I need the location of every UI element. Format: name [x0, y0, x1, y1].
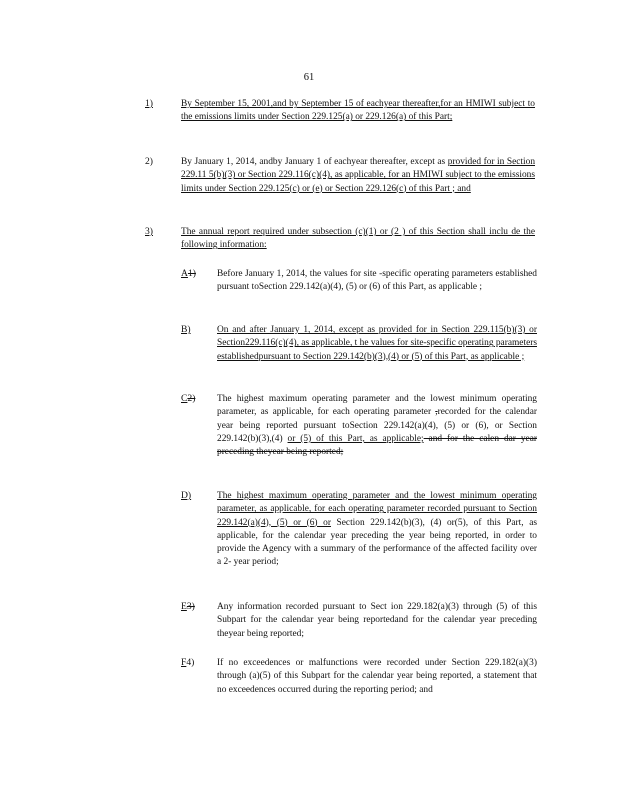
subparagraph-text	[217, 657, 537, 697]
paragraph-text	[181, 156, 535, 196]
subparagraph-text	[217, 268, 537, 295]
label-new: C	[181, 393, 188, 404]
label-old: 3)	[186, 601, 195, 612]
plain-text: Section 229.142(b)(3), (4) or(5), of this Part, as applicable, for the calendar year preceding the year being reported, in order to provide the Agency with a summary of the performance of the affected facility over a 2- year period;	[217, 517, 537, 568]
underlined-text: The annual report required under subsection (c)(1) or (2 ) of this Section shall inclu de the following information:	[181, 227, 535, 251]
subparagraph-label	[181, 601, 195, 612]
label-old: 1)	[187, 268, 196, 279]
struck-text: and for the calen dar year preceding theyear being reported;	[217, 433, 537, 458]
subparagraph-label	[181, 268, 196, 279]
plain-text: Any information recorded pursuant to Sect ion 229.182(a)(3) through (5) of this Subpart for the calendar year being reportedand for the calendar year preceding theyear being reported;	[217, 602, 537, 639]
label-old: 2)	[187, 393, 196, 404]
underlined-text: or (5) of this Part, as applicable;	[287, 433, 424, 444]
subparagraph-text	[217, 393, 537, 459]
label-new: A	[181, 268, 188, 279]
subparagraph-text	[217, 324, 537, 364]
paragraph-text	[181, 98, 535, 125]
underlined-text: provided for in Section 229.11 5(b)(3) or Section 229.116(c)(4), as applicable, for an HMIWI subject to the emissions limits under Section 229.125(c) or (e) or Section 229.126(c) of this Part ; and	[181, 157, 536, 194]
underlined-text: On and after January 1, 2014, except as provided for in Section 229.115(b)(3) or Section229.116(c)(4), as applicable, t he values for site-specific operating parameters establishedpursuant to Section 229.142(b)(3),(4) or (5) of this Part, as applicable ;	[217, 325, 537, 362]
paragraph-label: 3)	[145, 226, 153, 237]
underlined-text: By September 15, 2001,and by September 15 of eachyear thereafter,for an HMIWI subject to the emissions limits under Section 229.125(a) or 229.126(a) of this Part;	[181, 99, 535, 123]
subparagraph-label: D)	[181, 490, 192, 501]
plain-text: By January 1, 2014, andby January 1 of eachyear thereafter, except as	[181, 157, 448, 167]
label-new: F	[181, 657, 187, 668]
struck-text: ,	[435, 407, 438, 418]
label-old: 4)	[186, 657, 195, 668]
subparagraph-label: B)	[181, 324, 191, 335]
subparagraph-label	[181, 657, 194, 668]
plain-text: If no exceedences or malfunctions were recorded under Section 229.182(a)(3) through (a)(5) of this Subpart for the calendar year being reported, a statement that no exceedences occurred during the reporting period; and	[217, 658, 537, 695]
paragraph-label: 1)	[145, 98, 153, 109]
subparagraph-text	[217, 490, 537, 570]
underlined-text: The highest maximum operating parameter and the lowest minimum operating parameter, as applicable, for each operating parameter recorded pursuant to Section 229.142(a)(4), (5) or (6) or	[217, 491, 537, 528]
plain-text: recorded for the calendar year being reported pursuant toSection 229.142(a)(4), (5) or (6), or Section 229.142(b)(3),(4)	[217, 407, 538, 444]
paragraph-text	[181, 226, 535, 253]
page-number: 61	[303, 72, 315, 83]
label-new: E	[181, 601, 187, 612]
subparagraph-label	[181, 393, 195, 404]
paragraph-label: 2)	[145, 156, 153, 167]
plain-text: Before January 1, 2014, the values for site -specific operating parameters established pursuant toSection 229.142(a)(4), (5) or (6) of this Part, as applicable ;	[217, 269, 537, 293]
plain-text: The highest maximum operating parameter and the lowest minimum operating parameter, as applicable, for each operating parameter	[217, 394, 537, 418]
subparagraph-text	[217, 601, 537, 641]
